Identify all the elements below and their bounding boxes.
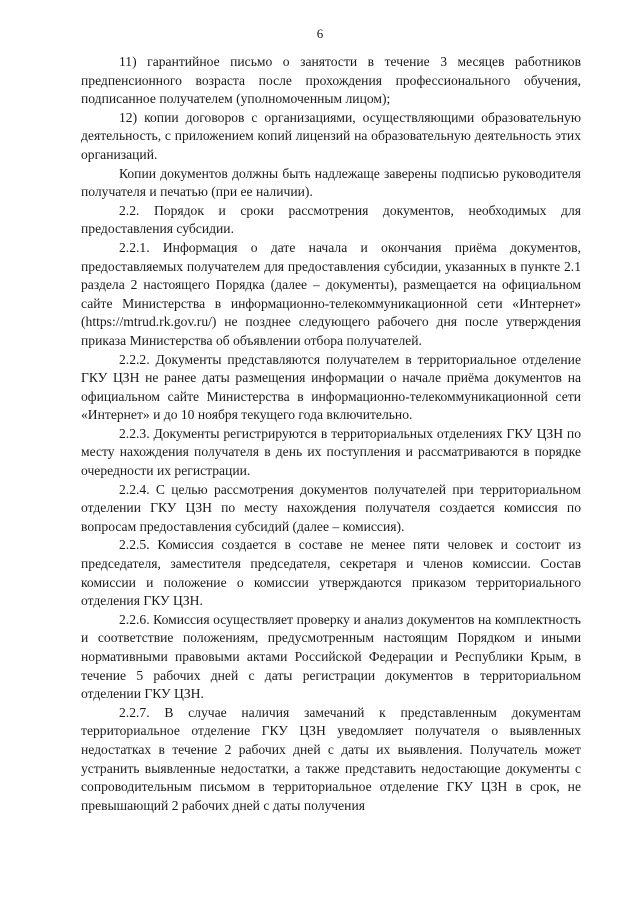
- paragraph-2-2-5: 2.2.5. Комиссия создается в составе не менее пяти человек и состоит из председателя, заместителя председателя, секретаря и членов комиссии. Состав комиссии и положение о комиссии утверждаются приказом территориального отделения ГКУ ЦЗН.: [81, 537, 581, 609]
- page-number: 6: [316, 26, 324, 41]
- paragraph-2-2-1: 2.2.1. Информация о дате начала и окончания приёма документов, предоставляемых получателем для предоставления субсидии, указанных в пункте 2.1 раздела 2 настоящего Порядка (далее – документы), размещается на официальном сайте Министерства в информационно-телекоммуникационной сети «Интернет» (https://mtrud.rk.gov.ru/) не позднее следующего рабочего дня после утверждения приказа Министерства об объявлении отбора получателей.: [81, 239, 581, 348]
- paragraph-item-12: 12) копии договоров с организациями, осуществляющими образовательную деятельность, с приложением копий лицензий на образовательную деятельность этих организаций.: [81, 109, 581, 162]
- paragraph-2-2: 2.2. Порядок и сроки рассмотрения документов, необходимых для предоставления субсидии.: [81, 202, 581, 237]
- paragraph-2-2-2: 2.2.2. Документы представляются получателем в территориальное отделение ГКУ ЦЗН не ранее даты размещения информации о начале приёма документов на официальном сайте Министерства в информационно-телекоммуникационной сети «Интернет» и до 10 ноября текущего года включительно.: [81, 351, 581, 423]
- paragraph-2-2-3: 2.2.3. Документы регистрируются в территориальных отделениях ГКУ ЦЗН по месту нахождения получателя в день их поступления и рассматриваются в порядке очередности их регистрации.: [81, 425, 581, 479]
- paragraph-2-2-4: 2.2.4. С целью рассмотрения документов получателей при территориальном отделении ГКУ ЦЗН по месту нахождения получателя создается комиссия по вопросам предоставления субсидий (далее – комиссия).: [81, 481, 581, 534]
- paragraph-2-2-7: 2.2.7. В случае наличия замечаний к представленным документам территориальное отделение ГКУ ЦЗН уведомляет получателя о выявленных недостатках в течение 2 рабочих дней с даты их выявления. Получатель может устранить выявленные недостатки, а также представить недостающие документы с сопроводительным письмом в территориальное отделение ГКУ ЦЗН в срок, не превышающий 2 рабочих дней с даты получения: [81, 704, 581, 813]
- paragraph-item-11: 11) гарантийное письмо о занятости в течение 3 месяцев работников предпенсионного возраста после прохождения профессионального обучения, подписанное получателем (уполномоченным лицом);: [81, 54, 581, 107]
- paragraph-certification: Копии документов должны быть надлежаще заверены подписью руководителя получателя и печатью (при ее наличии).: [81, 165, 581, 200]
- paragraph-2-2-6: 2.2.6. Комиссия осуществляет проверку и анализ документов на комплектность и соответствие положениям, предусмотренным настоящим Порядком и иными нормативными правовыми актами Российской Федерации и Республики Крым, в течение 5 рабочих дней с даты регистрации документов в территориальном отделении ГКУ ЦЗН.: [81, 611, 581, 702]
- body-text: [81, 53, 581, 815]
